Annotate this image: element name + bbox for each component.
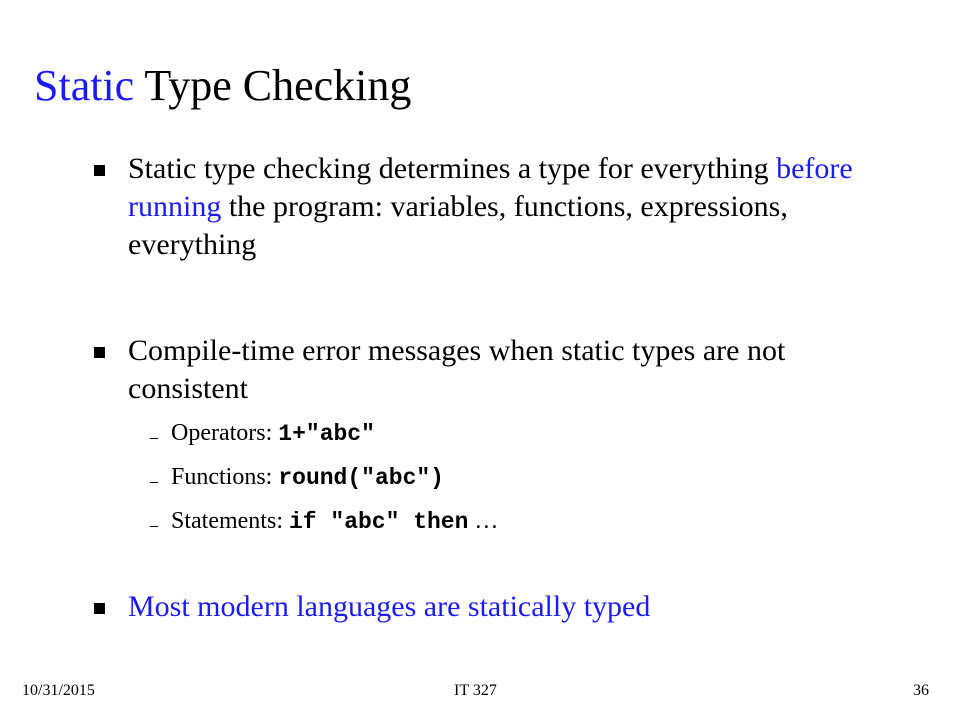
bullet-marker xyxy=(94,165,105,176)
bullet-2-text: Compile-time error messages when static types are not consistent xyxy=(128,334,786,405)
footer-page-number: 36 xyxy=(913,682,929,699)
sub-bullet-statements xyxy=(171,506,498,537)
bullet-1-text xyxy=(128,150,898,264)
footer-date: 10/31/2015 xyxy=(22,682,95,699)
bullet-1-part-a: Static type checking determines a type for everything xyxy=(128,152,777,185)
code-snippet: round("abc") xyxy=(278,465,444,491)
title-rest: Type Checking xyxy=(134,61,412,110)
sub-bullet-dash xyxy=(150,526,158,527)
sub-bullet-functions xyxy=(171,462,444,493)
bullet-marker xyxy=(94,347,105,358)
bullet-1-highlight: before running xyxy=(128,152,853,223)
title-highlight: Static xyxy=(34,61,135,110)
bullet-3-text: Most modern languages are statically typed xyxy=(128,590,651,623)
code-snippet: if "abc" then xyxy=(288,509,469,535)
code-snippet: 1+"abc" xyxy=(278,421,375,447)
sub-bullet-dash xyxy=(150,438,158,439)
sub-bullet-dash xyxy=(150,482,158,483)
sub-bullet-label: Statements: xyxy=(171,508,289,534)
footer-course: IT 327 xyxy=(454,682,497,699)
slide-title xyxy=(34,56,411,116)
sub-bullet-tail: … xyxy=(468,508,499,534)
bullet-1-part-b: the program: variables, functions, expressions, everything xyxy=(128,190,788,261)
bullet-marker xyxy=(94,603,105,614)
sub-bullet-operators xyxy=(171,418,375,449)
sub-bullet-label: Functions: xyxy=(171,464,279,490)
sub-bullet-label: Operators: xyxy=(171,420,279,446)
